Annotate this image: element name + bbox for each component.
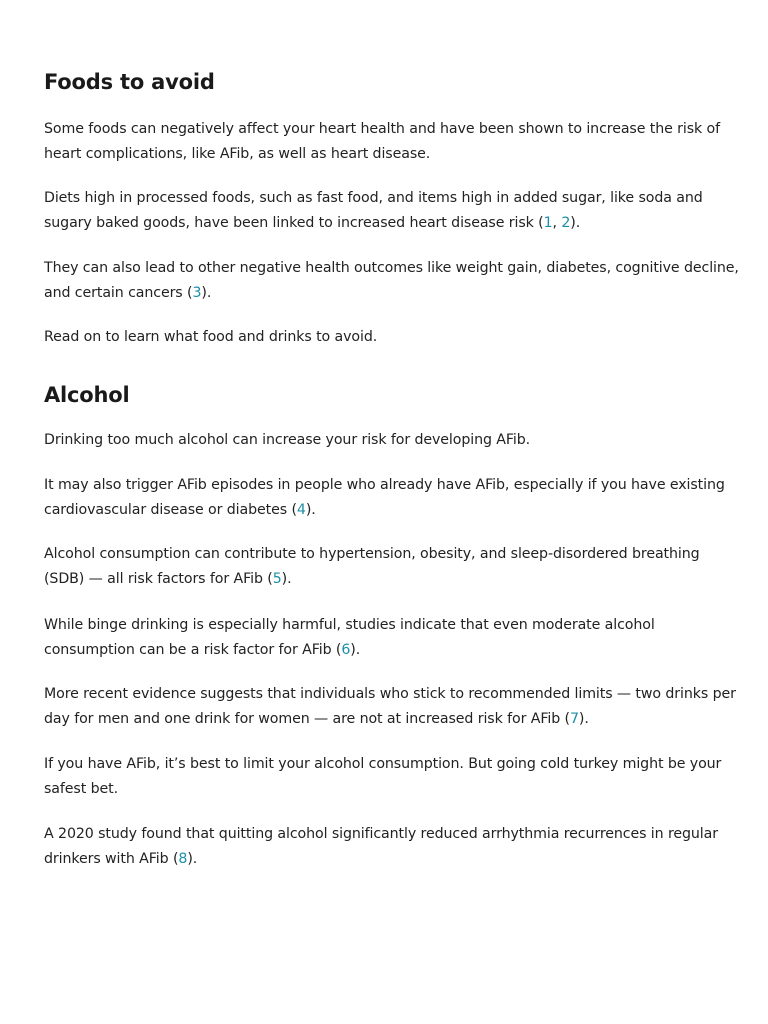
paragraph-text-end: ). — [281, 571, 292, 587]
section-heading-alcohol: Alcohol — [44, 383, 130, 407]
paragraph-text: Read on to learn what food and drinks to avoid. — [44, 329, 378, 345]
paragraph-text-end: ). — [578, 711, 589, 727]
citation-link-2[interactable]: 2 — [561, 215, 571, 231]
paragraph-read-on — [44, 325, 740, 350]
paragraph-text: It may also trigger AFib episodes in people who already have AFib, especially if you have existing cardiovascular disease or diabetes ( — [44, 477, 725, 518]
paragraph-text-end: ). — [350, 642, 361, 658]
paragraph-text: Diets high in processed foods, such as fast food, and items high in added sugar, like soda and sugary baked goods, have been linked to increased heart disease risk ( — [44, 190, 703, 231]
citation-link-7[interactable]: 7 — [569, 711, 579, 727]
citation-link-8[interactable]: 8 — [178, 851, 188, 867]
paragraph-alcohol-risk — [44, 428, 740, 453]
citation-link-3[interactable]: 3 — [192, 285, 202, 301]
paragraph-foods-intro — [44, 117, 740, 167]
paragraph-text-end: ). — [305, 502, 316, 518]
citation-link-1[interactable]: 1 — [543, 215, 553, 231]
citation-link-5[interactable]: 5 — [272, 571, 282, 587]
paragraph-text-end: ). — [187, 851, 198, 867]
paragraph-text: Alcohol consumption can contribute to hypertension, obesity, and sleep-disordered breathing (SDB) — all risk factors for AFib ( — [44, 546, 700, 587]
paragraph-processed-foods — [44, 186, 740, 236]
paragraph-text: More recent evidence suggests that individuals who stick to recommended limits — two drinks per day for men and one drink for women — are not at increased risk for AFib ( — [44, 686, 736, 727]
paragraph-text: If you have AFib, it’s best to limit your alcohol consumption. But going cold turkey might be your safest bet. — [44, 756, 722, 797]
paragraph-limit-consumption — [44, 752, 740, 802]
paragraph-text: They can also lead to other negative health outcomes like weight gain, diabetes, cognitive decline, and certain cancers ( — [44, 260, 739, 301]
citation-link-6[interactable]: 6 — [341, 642, 351, 658]
paragraph-alcohol-trigger — [44, 473, 740, 523]
paragraph-text-end: ). — [201, 285, 212, 301]
paragraph-alcohol-hypertension — [44, 542, 740, 592]
citation-separator: , — [552, 215, 562, 231]
section-heading-foods-to-avoid: Foods to avoid — [44, 70, 215, 94]
paragraph-text: While binge drinking is especially harmful, studies indicate that even moderate alcohol consumption can be a risk factor for AFib ( — [44, 617, 655, 658]
citation-link-4[interactable]: 4 — [296, 502, 306, 518]
paragraph-recommended-limits — [44, 682, 740, 732]
paragraph-2020-study — [44, 822, 740, 872]
paragraph-text-end: ). — [570, 215, 581, 231]
paragraph-text: Some foods can negatively affect your heart health and have been shown to increase the risk of heart complications, like AFib, as well as heart disease. — [44, 121, 721, 162]
paragraph-text: A 2020 study found that quitting alcohol significantly reduced arrhythmia recurrences in regular drinkers with AFib ( — [44, 826, 718, 867]
paragraph-text: Drinking too much alcohol can increase your risk for developing AFib. — [44, 432, 531, 448]
paragraph-binge-drinking — [44, 613, 740, 663]
paragraph-negative-outcomes — [44, 256, 740, 306]
